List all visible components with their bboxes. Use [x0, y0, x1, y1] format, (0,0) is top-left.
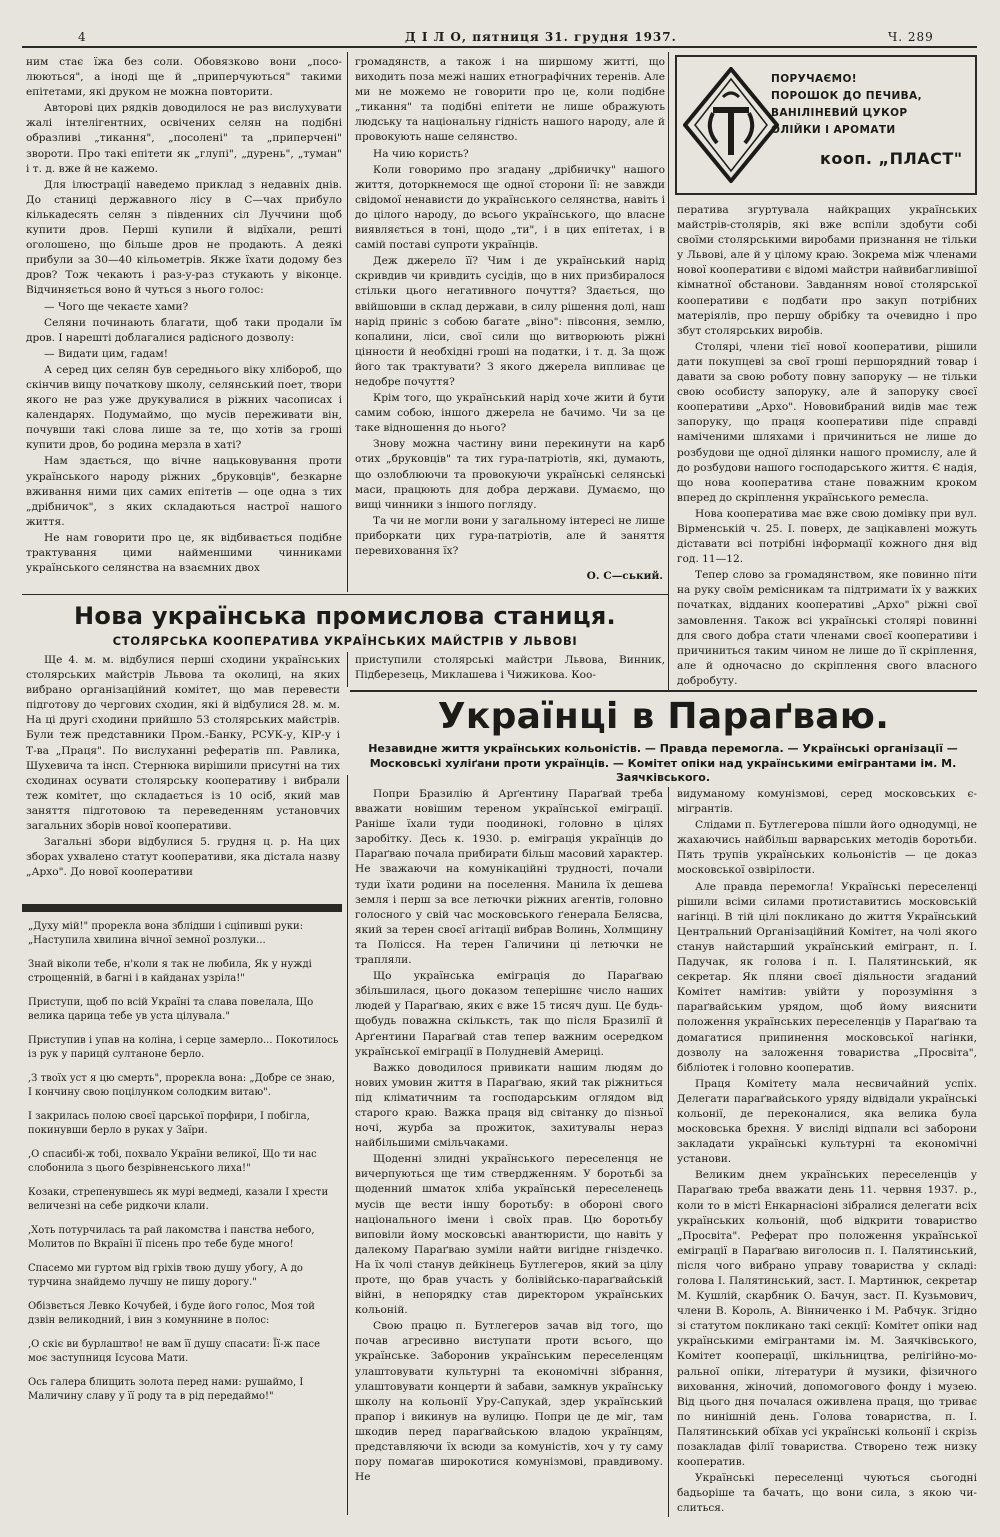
poem-stanza: Приступив і упав на коліна, і серце замерло... Покотилось із рук у парицй султаноне берло.: [28, 1035, 339, 1060]
poem-stanza: Ось галера блищить золота перед нами: рушаймо, І Маличину славу у її роду та в рід передаймо!": [28, 1377, 304, 1402]
paragraph: Нам здається, що вічне нацьковування проти українського народу ріжних „бруковців", безкарне вживання ними цих самих епітетів — оце одна з тих „дрібничок", з яких складаються настрої нашого життя.: [26, 455, 342, 528]
paragraph: Авторові цих рядків доводилося не раз вислухувати жалі інтелігентних, освічених селян на подібні образливі „тикання", „посолені" та „приперчені" звороти. Про такі епітети як „глупі", „дурень", „туман" і т. д. вже й не кажемо.: [26, 102, 342, 175]
paragraph: Важко доводилося привикати нашим людям до нових умовин життя в Параґваю, який так ріжниться під кліматичним та господарським оглядом від старого краю. Важка праця від світанку до пізньої ночі, журба за прожиток, захитувалы нераз найбільшими смільчаками.: [355, 1061, 663, 1150]
paragraph: Та чи не могли вони у загальному інтересі не лише приборкати цих гура-патріотів, але й заняття перевиховання їх?: [355, 514, 665, 557]
paragraph: Не нам говорити про це, як відбивається подібне трактування цими найменшими чинниками українського селянства на взаємних двох: [26, 531, 342, 575]
paragraph: ператива згуртувала найкращих українських майстрів-столярів, які вже вспіли здобути собі своїми столярськими виробами признання не тільки у Львові, але й у цілому краю. Зокрема між членами нової кооперативи є відомі майстри найвибагливішої кімнатної обстанови. Завданням нової столярської кооперативи є подбати про закуп потрібних матеріялів, про першу обрібку та очевидно і про збут столярських виробів.: [677, 204, 977, 337]
column-1: [26, 55, 342, 603]
paragraph: Але правда перемогла! Українські переселенці рішили всіми силами протиставитись московській нагінці. В тій цілі покликано до життя Український Центральний Організаційний Комітет, на чолі якого станув найстарший український емігрант, п. І. Падучак, як голова і п. І. Палятинський, як секретар. Як пляни своєї діяльности згаданий Комітет намітив: увійти у порозуміння з параґвайським урядом, щоб йому вияснити положення українських переселенців у Параґваю та домагатися припинення московської нагінки, дозволу на заложення товариства „Просвіта", бібліотек і головно кооператив.: [677, 880, 977, 1074]
paragraph: Українські переселенці чуються сьогодні бадьоріше та бачать, що вони сила, з якою числиться.: [677, 1472, 977, 1515]
plast-logo-icon: [683, 67, 779, 183]
poem-stanza: ,О спасибі-ж тобі, похвало України великої, Що ти нас слобонила з цього безрівненського лиха!": [28, 1149, 317, 1174]
ad-line: ПОРОШОК ДО ПЕЧИВА,: [771, 90, 922, 102]
paragraph: Великим днем українських переселенців у Параґваю треба вважати день 11. червня 1937. р., коли то в місті Енкарнасіоні зібралися делегати всіх українських кольоній, щоб відкрити товариство „Просвіта". Реферат про положення української еміграції в Параґваю виголосив п. І. Палятинський, після чого вибрано управу товариства у складі: голова І. Палятинський, заст. І. Мартинюк, секретар М. Кушлій, скарбник О. Бачун, заст. П. Кузьмович, члени В. Король, А. Вінниченко і М. Рабчук. Згідно зі статутом покликано такі секції: Комітет опіки над українськими емігрантами ім. М. Заячківського, Комітет кооперації, шкільництва, релігійно-моральної опіки, літератури й музики, фізичного виховання, жіночий, допомогового фонду і музею. Від цього дня почалася оживлена праця, що триває по нинішній день. Голова товариства, п. І. Палятинський обїхав усі українські кольонії і скрізь позакладав філії товариства. Створено теж низку кооператив.: [677, 1169, 977, 1469]
paragraph: Коли говоримо про згадану „дрібничку" нашого життя, доторкнемося ще одної сторони її: не завжди свідомої ненависти до українського селянства, навіть і до цілого народу, до всього українського, що власне виявляється в тоні, щодо „ти", і в цих епітетах, і в самій поставі супроти українців.: [355, 163, 665, 252]
poem-stanza: Обізвється Левко Кочубей, і буде його голос, Моя той дзвін великодний, і вин з комуннине в полос:: [28, 1301, 315, 1326]
ad-line: ОЛІЙКИ І АРОМАТИ: [771, 124, 896, 136]
issue-number: Ч. 289: [888, 30, 934, 44]
paragraph: — Чого ще чекаєте хами?: [44, 300, 189, 313]
advertisement: [675, 55, 977, 195]
article-subtitle: СТОЛЯРСЬКА КООПЕРАТИВА УКРАЇНСЬКИХ МАЙСТРІВ У ЛЬВОВІ: [112, 634, 578, 648]
poem-stanza: „Духу мій!" прорекла вона зблідши і сціпивші руки: „Наступила хвилина вічної земної розлуки...: [28, 921, 304, 946]
paragraph: На чию користь?: [373, 147, 469, 160]
poem-stanza: ,З твоїх уст я цю смерть", прорекла вона: „Добре се знаю, І кончину свою поцілунком солодким витаю".: [28, 1073, 335, 1098]
article3-column-a: [355, 787, 663, 1517]
paragraph: Столярі, члени тієї нової кооперативи, рішили дати покупцеві за свої гроші першорядний товар і давати за свою роботу повну запоруку — не тільки свою особисту запоруку, але й запоруку своєї кооперативи „Архо". Нововибраний видів має теж запоруку, що праця кооперативи піде справді наміченими шляхами і причиниться не лише до розбудови ще одної ділянки нашого промислу, але й до розбудови нашого господарського життя. Є надія, що нова кооператива стане поважним кроком вперед до скріплення українського ремесла.: [677, 340, 977, 504]
paragraph: Деж джерело її? Чим і де український нарід скривдив чи кривдить сусідів, що в них призбиралося стільки цього негативного почуття? Здається, що ввійшовши в склад держави, в силу рішення долі, наш нарід приніс з собою багате „віно": півсоння, землю, копалини, ліси, свої сили що витворюють ріжні цінности й необхідні гроші на податки, і т. д. За щож його так трактувати? З якого джерела випливає це недобре почуття?: [355, 255, 665, 388]
paragraph: Свою працю п. Бутлегеров зачав від того, що почав агресивно виступати проти всього, що українське. Заборонив українським переселенцям улаштовувати культурні та економічні зібрання, улаштовувати концерти й забави, замкнув українську школу на кольонії Уру-Сапукай, здер український прапор і викинув на вулицю. Попри це де міг, там шкодив перед параґвайською владою українцям, представляючи їх всюди за комуністів, хоч у ту саму пору помагав широкотися комунізмові, правдивому. Не: [355, 1320, 663, 1484]
article-title: Нова українська промислова станиця.: [74, 602, 616, 630]
paragraph: Знову можна частину вини перекинути на карб отих „бруковців" та тих гура-патріотів, які, думають, що озлоблюючи та провокуючи українські селянські маси, працюють для добра держави. Думаємо, що вищі чинники з іншого погляду.: [355, 438, 665, 511]
column-divider: [347, 652, 348, 687]
header-rule: [22, 46, 977, 48]
article3-column-b: [677, 787, 977, 1517]
page-number: 4: [78, 30, 87, 44]
poem-stanza: ,О скіє ви бурлаштво! не вам її душу спасати: Її-ж пасе моє заступниця Ісусова Мати.: [28, 1339, 321, 1364]
column-divider: [347, 52, 348, 592]
article-title: Українці в Параґваю.: [437, 696, 890, 737]
paragraph: видуманому комунізмові, серед московських ємігрантів.: [677, 788, 977, 816]
poem-stanza: Знай віколи тебе, н'коли я так не любила, Як у нужді строщенній, в багні і в кайданах узріла!": [28, 959, 312, 984]
poem-stanza: ,Хоть потурчилась та рай лакомства і панства небого, Молитов по Вкраїні її пісень про тебе буде много!: [28, 1225, 315, 1250]
ad-line: ВАНІЛІНЕВИЙ ЦУКОР: [771, 107, 908, 119]
poem-stanza: Козаки, стрепенувшесь як мурі ведмеді, казали І хрести величезні на себе ридкочи клали.: [28, 1187, 329, 1212]
paragraph: ним стає їжа без соли. Обовязково вони „посолюються", а іноді ще й „приперчуються" такими епітетами, які друком не можна повторити.: [26, 56, 342, 99]
paragraph: приступили столярські майстри Львова, Винник, Підберезець, Миклашева і Чижикова. Коо-: [355, 654, 665, 682]
masthead: Д І Л О, пятниця 31. грудня 1937.: [405, 30, 677, 44]
paragraph: Що українська еміграція до Параґваю збільшилася, цього доказом теперішнє число наших людей у Параґваю, яких є вже 15 тисяч душ. Це будь-щобудь поважна скільксть, так що після Бразилії й Арґентини Параґвай став тепер важним осередком української еміграції в Полудневій Америці.: [355, 970, 663, 1058]
article2-column-b: [355, 653, 665, 687]
paragraph: — Видати цим, гадам!: [44, 347, 168, 360]
article2-column-a: [26, 653, 340, 897]
thick-divider: [22, 904, 342, 912]
poem-stanza: Спасемо ми гуртом від гріхів твою душу убогу, А до турчина знайдемо лучшу не пишу дорогу.": [28, 1263, 303, 1288]
signature: О. С—ський.: [586, 570, 663, 582]
paragraph: Ще 4. м. м. відбулися перші сходини українських столярських майстрів Львова та околиці, на яких вибрано організаційний комітет, що мав перевести підготову до чергових сходин, які й відбулися 28. м. м. На ці другі сходини прийшло 53 столярських майстрів. Були теж представники Пром.-Банку, РСУК-у, КІР-у і Т-ва „Праця". По вислуханні рефератів пп. Равлика, Шухевича та інсп. Стернюка вирішили присутні на тих сходинах осувати столярську кооперативу і вибрали теж комітет, що складається із 10 осіб, який мав заняття підготовою та переведенням установчих загальних зборів нової кооперативи.: [26, 654, 340, 833]
column-divider: [668, 52, 669, 692]
paragraph: Для ілюстрації наведемо приклад з недавніх днів. До станиці державного лісу в С—чах прибуло кількадесять селян з південних сіл Луччини щоб купити дров. Перші купили й відїхали, решті оголошено, що більше дров не продають. А деякі прибули за 30—40 кільометрів. Якже їхати додому без дров? Тож чекають і раз-у-раз стукають у віконце. Відчиняється воно й чуться з нього голос:: [26, 178, 342, 297]
paragraph: Нова кооператива має вже свою домівку при вул. Вірменській ч. 25. І. поверх, де зацікавлені можуть діставати всі потрібні інформації кожного дня від год. 11—12.: [677, 507, 977, 566]
paragraph: Слідами п. Бутлегерова пішли його однодумці, не жахаючись найбільш варварських методів боротьби. Пять трупів українських кольоністів — це доказ московської озвірілости.: [677, 819, 977, 877]
paragraph: Праця Комітету мала несвичайний успіх. Делегати параґвайського уряду відвідали українські кольонії, де переконалися, яка велика була московська брехня. У висліді відпали всі заборони закладати українські культурні та економічні установи.: [677, 1077, 977, 1166]
section-rule: [350, 690, 977, 692]
ad-company: кооп. „ПЛАСТ": [820, 149, 963, 168]
paragraph: Щоденні злидні українського переселенця не вичерпуються ще тим ствердженням. У боротьбі за щоденний шматок хліба українськй переселенець мусів ще вести іншу боротьбу: в обороні свого національного імени і своїх прав. Цю боротьбу виповіли йому московські авантюристи, що навіть у далекому Параґваю зуміли найти вигідне гніздечко. На їх чолі станув дейкінець Бутлегеров, який за цілу проте, що брав участь у болівійсько-параґвайській війні, в непорядку став директором українських кольоній.: [355, 1153, 663, 1317]
column-divider: [668, 787, 669, 1517]
paragraph: Селяни починають благати, щоб таки продали їм дров. І нарешті доблагалися радісного дозволу:: [26, 316, 342, 344]
paragraph: Тепер слово за громадянством, яке повинно піти на руку своїм ремісникам та підтримати їх у важких початках, відданих кооперативі „Архо" ріжні свої замовлення. Також всі українські столярі повинні для свого добра стати членами своєї кооперативи і причиниться таким чином не лише до її скріплення, але й одночасно до скріплення свого власного добробуту.: [677, 569, 977, 687]
paragraph: громадянств, а також і на ширшому житті, що виходить поза межі наших етнографічних теренів. Але ми не можемо не говорити про це, коли подібне „тикання" та подібні епітети не лише ображують людську та національну гідність нашого народу, але й провокують наше селянство.: [355, 56, 665, 144]
column-2: [355, 55, 665, 575]
article-subtitle: Незавидне життя українських кольоністів. — Правда перемогла. — Українські організації — Московські хуліґани проти українців. — Комітет опіки над українськими емігрантами ім. М. Заячківського.: [368, 742, 958, 784]
column-3: [677, 203, 977, 688]
paragraph: Попри Бразилію й Арґентину Параґвай треба вважати новішим тереном української еміграції. Раніше їхали туди поодинокі, головно в цілях заробітку. Десь к. 1930. р. еміграція українців до Параґваю почала прибирати більш масовий характер. Не зважаючи на комунікаційні трудності, почали туди їхати родини на поселення. Манила їх дешева земля і перш за все летючки ріжних агентів, головно голосного у свій час московського ґенерала Белясва, який за терен своєї агітації вибрав Волинь, Холмщину та Полісся. На терен Галичини ці летючки не трапляли.: [355, 788, 663, 967]
column-divider: [347, 775, 348, 1515]
poem: [28, 920, 340, 1520]
paragraph: Крім того, що український нарід хоче жити й бути самим собою, іншого джерела не бачимо. Чи за це таке відношення до нього?: [355, 392, 665, 435]
ad-line: ПОРУЧАЄМО!: [771, 73, 857, 85]
poem-stanza: Приступи, щоб по всій Україні та слава повелала, Що велика царица тебе ув уста цілувала.": [28, 997, 314, 1022]
section-rule: [22, 594, 668, 595]
paragraph: А серед цих селян був середнього віку хлібороб, що скінчив вищу початкову школу, селянський поет, твори якого не раз уже друкувалися в ріжних часописах і календарях. Подумаймо, що мусів переживати він, почувши такі слова лише за те, що хотів за гроші купити дров, бо родина мерзла в хаті?: [26, 363, 342, 452]
poem-stanza: І закрилась полою своєї царської порфири, І побігла, покинувши берло в руках у Заїри.: [28, 1111, 310, 1136]
paragraph: Загальні збори відбулися 5. грудня ц. р. На цих зборах ухвалено статут кооперативи, яка дістала назву „Архо". До нової кооперативи: [26, 836, 340, 879]
